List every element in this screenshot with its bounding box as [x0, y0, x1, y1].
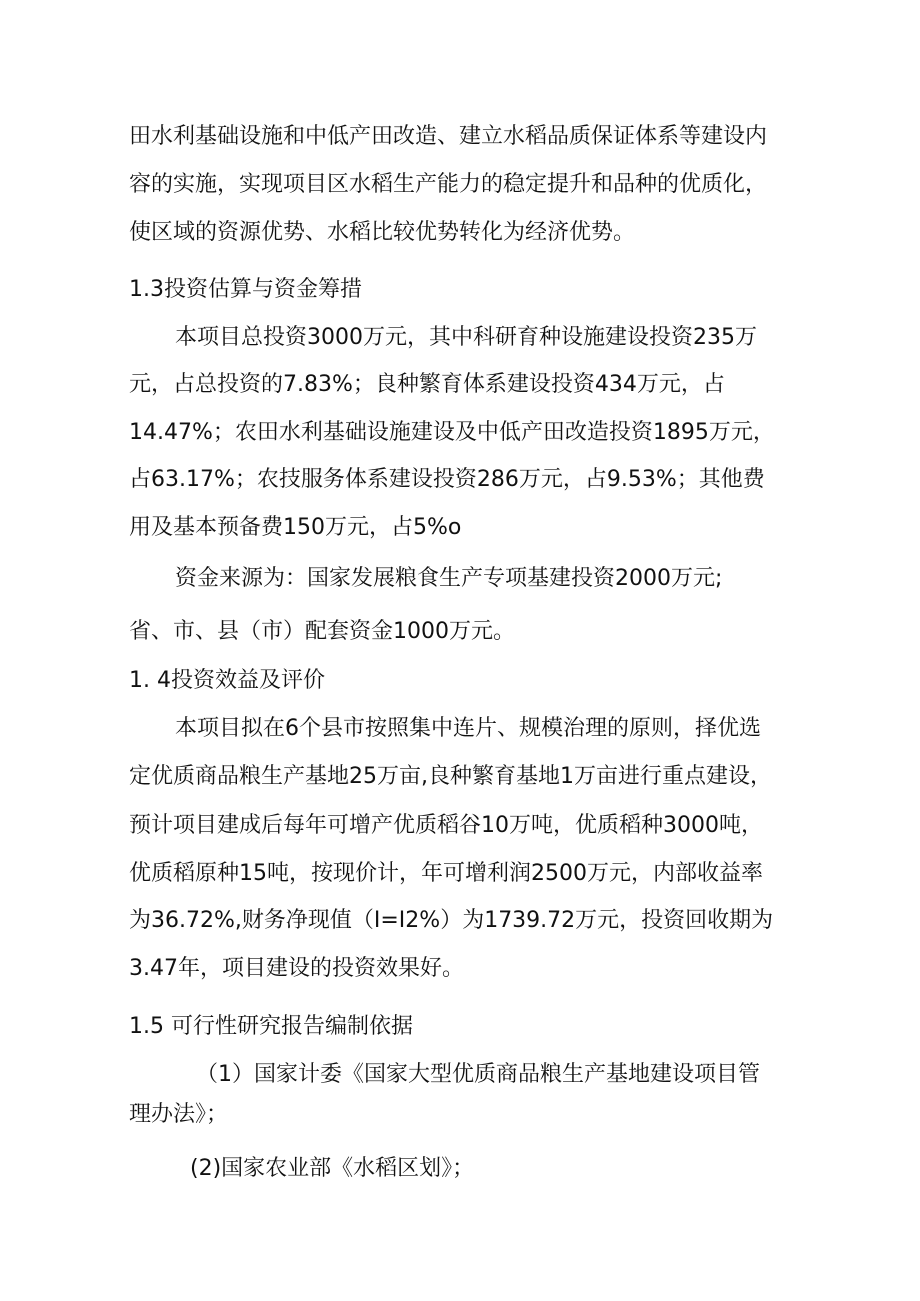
- paragraph-line: 本项目总投资3000万元，其中科研育种设施建设投资235万: [175, 325, 757, 350]
- paragraph-line: (2)国家农业部《水稻区划》；: [190, 1156, 475, 1181]
- section-heading-1-3: 1.3投资估算与资金筹措: [129, 277, 362, 302]
- paragraph-line: 优质稻原种15吨，按现价计，年可增利润2500万元，内部收益率: [129, 861, 763, 886]
- paragraph-line: 为36.72%,财务净现值（I=I2%）为1739.72万元，投资回收期为: [129, 908, 774, 933]
- paragraph-line: 3.47年，项目建设的投资效果好。: [129, 956, 464, 981]
- paragraph-line: 定优质商品粮生产基地25万亩,良种繁育基地1万亩进行重点建设，: [129, 764, 772, 789]
- paragraph-line: 资金来源为：国家发展粮食生产专项基建投资2000万元;: [175, 566, 723, 591]
- paragraph-line: 理办法》；: [129, 1102, 229, 1127]
- paragraph-line: 使区域的资源优势、水稻比较优势转化为经济优势。: [129, 220, 636, 245]
- paragraph-line: 省、市、县（市）配套资金1000万元。: [129, 619, 515, 644]
- paragraph-line: 元，占总投资的7.83%；良种繁育体系建设投资434万元，占: [129, 372, 725, 397]
- paragraph-line: 容的实施，实现项目区水稻生产能力的稳定提升和品种的优质化，: [129, 172, 768, 197]
- paragraph-line: 14.47%；农田水利基础设施建设及中低产田改造投资1895万元，: [129, 420, 775, 445]
- section-heading-1-4: 1. 4投资效益及评价: [129, 668, 325, 693]
- paragraph-line: 用及基本预备费150万元，占5%o: [129, 515, 462, 540]
- paragraph-line: （1）国家计委《国家大型优质商品粮生产基地建设项目管: [196, 1062, 760, 1087]
- paragraph-line: 本项目拟在6个县市按照集中连片、规模治理的原则，择优选: [175, 716, 761, 741]
- paragraph-line: 预计项目建成后每年可增产优质稻谷10万吨，优质稻种3000吨，: [129, 813, 763, 838]
- paragraph-line: 占63.17%；农技服务体系建设投资286万元，占9.53%；其他费: [129, 467, 765, 492]
- section-heading-1-5: 1.5 可行性研究报告编制依据: [129, 1014, 413, 1039]
- paragraph-line: 田水利基础设施和中低产田改造、建立水稻品质保证体系等建设内: [129, 124, 768, 149]
